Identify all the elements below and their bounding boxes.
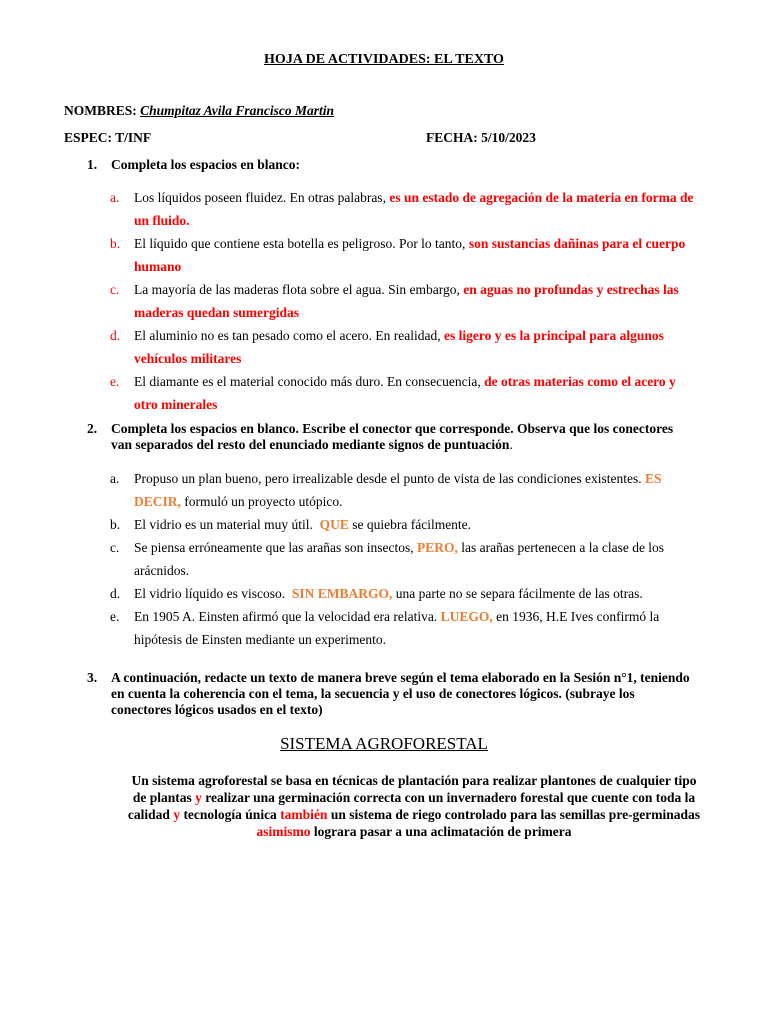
q1-item-text: El diamante es el material conocido más duro. En consecuencia, xyxy=(134,374,481,389)
q2-item-before: El vidrio líquido es viscoso. xyxy=(134,586,286,601)
q2-item-c xyxy=(134,540,664,556)
q2-item-b xyxy=(134,517,471,533)
q2-prompt-line2 xyxy=(111,437,723,453)
q2-item-after-cont: hipótesis de Einsten mediante un experimento. xyxy=(134,632,386,647)
essay-connector: y xyxy=(195,790,202,805)
q1-item-answer-cont: otro minerales xyxy=(134,397,218,412)
q1-item-text: Los líquidos poseen fluidez. En otras palabras, xyxy=(134,190,386,205)
q2-prompt-period: . xyxy=(509,437,513,452)
q2-item-before: Se piensa erróneamente que las arañas son insectos, xyxy=(134,540,414,555)
q3-number: 3. xyxy=(87,670,98,685)
q2-item-after-cont: arácnidos. xyxy=(134,563,190,578)
q2-item-before: Propuso un plan bueno, pero irrealizable desde el punto de vista de las condiciones existentes. xyxy=(134,471,642,486)
q1-item-text: El aluminio no es tan pesado como el acero. En realidad, xyxy=(134,328,441,343)
q1-item-text: El líquido que contiene esta botella es peligroso. Por lo tanto, xyxy=(134,236,466,251)
q1-prompt: Completa los espacios en blanco: xyxy=(111,157,300,172)
q3-line3: conectores lógicos usados en el texto) xyxy=(111,702,323,717)
q2-item-connector: SIN EMBARGO, xyxy=(291,586,393,601)
q1-item-answer: son sustancias dañinas para el cuerpo xyxy=(468,236,686,251)
q2-item-connector: PERO, xyxy=(417,540,458,555)
q2-item-before: El vidrio es un material muy útil. xyxy=(134,517,313,532)
q1-item-answer: de otras materias como el acero y xyxy=(484,374,676,389)
q1-item-c xyxy=(134,282,679,298)
q2-item-after: formuló un proyecto utópico. xyxy=(184,494,343,509)
q1-item-answer-cont: vehículos militares xyxy=(134,351,242,366)
q2-item-d xyxy=(134,586,643,602)
q3-line1: A continuación, redacte un texto de manera breve según el tema elaborado en la Sesión n°1, teniendo xyxy=(111,670,690,685)
essay-connector: y xyxy=(173,807,181,822)
essay-title: SISTEMA AGROFORESTAL xyxy=(280,734,488,753)
q1-number: 1. xyxy=(87,157,98,172)
q1-item-text: La mayoría de las maderas flota sobre el agua. Sin embargo, xyxy=(134,282,460,297)
q2-item-marker: e. xyxy=(110,609,120,624)
q1-item-answer-cont: un fluido. xyxy=(134,213,190,228)
q2-prompt-text: van separados del resto del enunciado mediante signos de puntuación xyxy=(111,437,510,452)
essay-text: tecnología única xyxy=(183,807,277,822)
page-title: HOJA DE ACTIVIDADES: EL TEXTO xyxy=(264,52,504,67)
q2-item-connector: LUEGO, xyxy=(440,609,493,624)
essay-text: realizar una germinación correcta con un invernadero forestal que cuente con toda la xyxy=(205,790,696,805)
q1-item-answer: es un estado de agregación de la materia en forma de xyxy=(389,190,694,205)
q1-item-answer: es ligero y es la principal para algunos xyxy=(444,328,664,343)
essay-line-4 xyxy=(100,823,728,840)
q1-item-marker: d. xyxy=(110,328,121,343)
nombres-row xyxy=(64,103,334,119)
q3-line2: en cuenta la coherencia con el tema, la secuencia y el uso de conectores lógicos. (subraye los xyxy=(111,686,635,701)
nombres-label: NOMBRES: xyxy=(64,103,137,118)
q2-item-marker: a. xyxy=(110,471,120,486)
fecha-field: FECHA: 5/10/2023 xyxy=(426,130,536,145)
essay-line-3 xyxy=(100,806,728,823)
q1-item-a xyxy=(134,190,694,206)
q2-item-a xyxy=(134,471,662,487)
q1-item-answer-cont: humano xyxy=(134,259,182,274)
essay-line-2 xyxy=(100,789,728,806)
q1-item-marker: b. xyxy=(110,236,121,251)
q2-item-e xyxy=(134,609,659,625)
q1-item-d xyxy=(134,328,664,344)
q1-item-answer: en aguas no profundas y estrechas las xyxy=(463,282,679,297)
q2-item-marker: d. xyxy=(110,586,121,601)
q2-item-connector: ES xyxy=(644,471,662,486)
q2-prompt-line1: Completa los espacios en blanco. Escribe el conector que corresponde. Observa que los conectores xyxy=(111,421,674,436)
q1-item-b xyxy=(134,236,685,252)
q1-item-marker: c. xyxy=(110,282,120,297)
essay-text: un sistema de riego controlado para las semillas pre-germinadas xyxy=(330,807,701,822)
essay-text: de plantas xyxy=(132,790,192,805)
q2-item-connector: QUE xyxy=(319,517,349,532)
essay-paragraph xyxy=(100,772,728,840)
q2-item-after: se quiebra fácilmente. xyxy=(352,517,472,532)
essay-connector: asimismo xyxy=(256,824,311,839)
q2-item-marker: c. xyxy=(110,540,120,555)
q1-item-marker: e. xyxy=(110,374,120,389)
q2-item-before: En 1905 A. Einsten afirmó que la velocidad era relativa. xyxy=(134,609,438,624)
q2-item-marker: b. xyxy=(110,517,121,532)
q2-item-after: en 1936, H.E Ives confirmó la xyxy=(496,609,660,624)
q2-item-after: una parte no se separa fácilmente de las otras. xyxy=(395,586,643,601)
nombres-value: Chumpitaz Avila Francisco Martin xyxy=(140,103,335,118)
essay-line-1: Un sistema agroforestal se basa en técnicas de plantación para realizar plantones de cualquier tipo xyxy=(131,773,697,788)
q2-item-after: las arañas pertenecen a la clase de los xyxy=(461,540,665,555)
q2-item-a-cont xyxy=(134,494,342,510)
q1-item-e xyxy=(134,374,676,390)
q1-item-answer-cont: maderas quedan sumergidas xyxy=(134,305,300,320)
espec-field: ESPEC: T/INF xyxy=(64,130,152,145)
q2-number: 2. xyxy=(87,421,98,436)
q2-item-connector-cont: DECIR, xyxy=(134,494,181,509)
essay-connector: también xyxy=(280,807,328,822)
essay-text: lograra pasar a una aclimatación de primera xyxy=(313,824,572,839)
q1-item-marker: a. xyxy=(110,190,120,205)
essay-text: calidad xyxy=(127,807,170,822)
